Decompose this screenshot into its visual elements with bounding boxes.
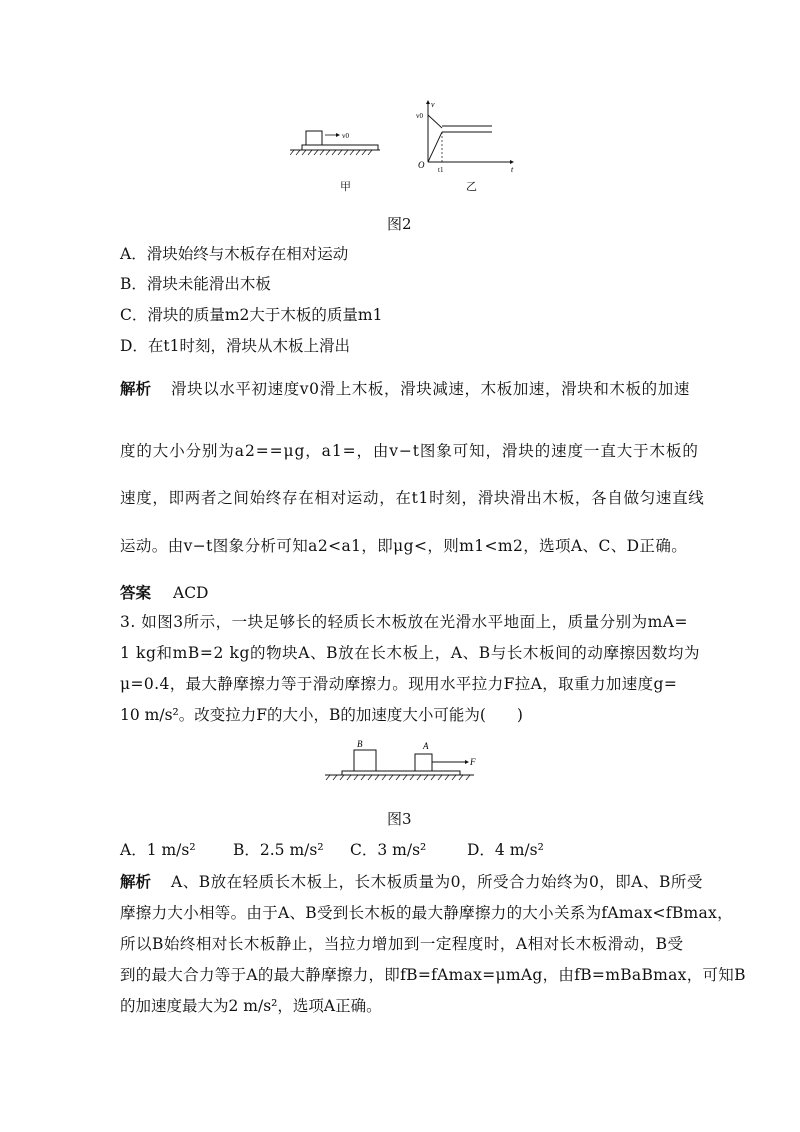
q3-analysis-label: 解析 — [120, 872, 152, 891]
figure-2-caption: 图2 — [387, 215, 412, 233]
q3-analysis-line-1: A、B放在轻质长木板上，长木板质量为0，所受合力始终为0，即A、B所受 — [171, 873, 703, 891]
q2-answer: ACD — [173, 584, 209, 602]
q2-option-a: A．滑块始终与木板存在相对运动 — [120, 245, 349, 263]
q3-analysis-line-3: 所以B始终相对长木板静止，当拉力增加到一定程度时，A相对长木板滑动，B受 — [120, 935, 684, 953]
v-axis-label: v — [431, 100, 435, 109]
v0-label: v0 — [416, 112, 423, 120]
q2-option-c: C．滑块的质量m2大于木板的质量m1 — [120, 306, 383, 324]
q3-analysis-line-4: 到的最大合力等于A的最大静摩擦力，即fB=fAmax=μmAg，由fB=mBaBmax，可知B — [120, 966, 746, 984]
q3-stem-line-4: 10 m/s²。改变拉力F的大小，B的加速度大小可能为( ) — [120, 706, 523, 724]
figure-2-yi-vt-graph — [410, 98, 520, 174]
q3-option-a: A．1 m/s² — [120, 841, 196, 859]
force-f-label: F — [470, 757, 476, 767]
q2-option-b: B．滑块未能滑出木板 — [120, 275, 271, 293]
q3-stem-line-2: 1 kg和mB=2 kg的物块A、B放在长木板上，A、B与长木板间的动摩擦因数均为 — [120, 644, 701, 662]
q2-answer-label: 答案 — [120, 583, 152, 602]
q3-stem-line-3: μ=0.4，最大静摩擦力等于滑动摩擦力。现用水平拉力F拉A，取重力加速度g= — [120, 675, 678, 693]
q2-analysis-line-4: 运动。由v−t图象分析可知a2<a1，即μg<，则m1<m2，选项A、C、D正确。 — [120, 537, 688, 555]
q2-option-d: D．在t1时刻，滑块从木板上滑出 — [120, 337, 351, 355]
block-b-label: B — [357, 739, 363, 749]
q2-analysis-line-2: 度的大小分别为a2==μg，a1=，由v−t图象可知，滑块的速度一直大于木板的 — [120, 442, 699, 460]
q2-analysis-label: 解析 — [120, 379, 152, 398]
figure-2-yi-label: 乙 — [466, 181, 477, 193]
q3-analysis-line-5: 的加速度最大为2 m/s²，选项A正确。 — [120, 997, 382, 1015]
q3-analysis-line-2: 摩擦力大小相等。由于A、B受到长木板的最大静摩擦力的大小关系为fAmax<fBmax， — [120, 904, 733, 922]
q3-option-d: D．4 m/s² — [467, 841, 544, 859]
q3-option-c: C．3 m/s² — [350, 841, 427, 859]
origin-label: O — [418, 160, 425, 170]
q3-option-b: B．2.5 m/s² — [233, 841, 324, 859]
q2-analysis-line-3: 速度，即两者之间始终存在相对运动，在t1时刻，滑块滑出木板，各自做匀速直线 — [120, 489, 705, 507]
figure-2-jia — [290, 125, 385, 165]
figure-2-jia-label: 甲 — [340, 181, 351, 193]
q2-analysis-line-1: 滑块以水平初速度v0滑上木板，滑块减速，木板加速，滑块和木板的加速 — [171, 380, 690, 398]
q3-stem-line-1: 3. 如图3所示，一块足够长的轻质长木板放在光滑水平地面上，质量分别为mA= — [120, 613, 688, 631]
figure-3 — [322, 738, 482, 788]
t-axis-label: t — [511, 165, 514, 174]
block-v0-label: v0 — [342, 132, 349, 140]
figure-3-caption: 图3 — [387, 810, 412, 828]
block-a-label: A — [423, 741, 429, 751]
t1-label: t1 — [438, 166, 444, 174]
